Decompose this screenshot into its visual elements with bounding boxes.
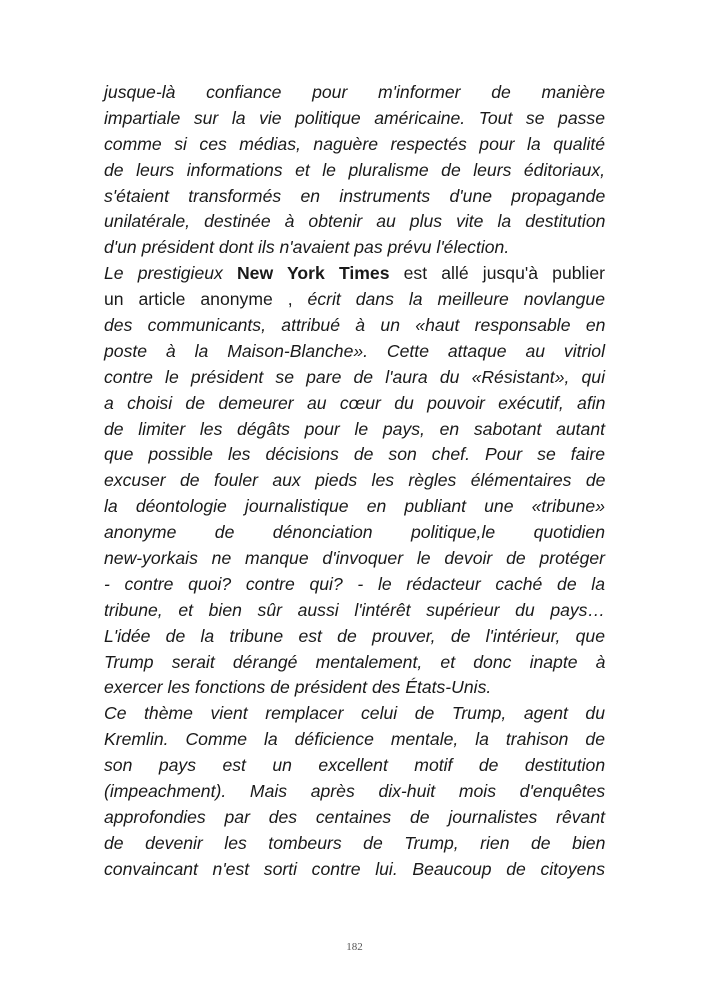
text-segment: a choisi de demeurer au cœur du pouvoir exécutif, afin: [104, 392, 606, 413]
text-line: [104, 132, 605, 158]
text-line: [104, 313, 605, 339]
text-line: [104, 494, 605, 520]
text-line: [104, 572, 605, 598]
text-segment: poste à la Maison-Blanche». Cette attaque au vitriol: [104, 340, 605, 361]
text-segment: unilatérale, destinée à obtenir au plus vite la destitution: [104, 211, 606, 232]
text-segment: que possible les décisions de son chef. Pour se faire: [104, 444, 605, 465]
text-segment: convaincant n'est sorti contre lui. Beaucoup de citoyens: [104, 858, 605, 879]
text-line: [104, 209, 605, 235]
text-line: [104, 546, 605, 572]
text-segment: écrit dans la meilleure novlangue: [307, 289, 605, 310]
text-segment: contre le président se pare de l'aura du «Résistant», qui: [104, 366, 605, 387]
text-segment: s'étaient transformés en instruments d'une propagande: [104, 185, 606, 206]
text-segment: Ce thème vient remplacer celui de Trump, agent du: [104, 703, 605, 724]
text-line: [104, 106, 605, 132]
text-segment: approfondies par des centaines de journalistes rêvant: [104, 806, 605, 827]
text-line: [104, 261, 605, 287]
text-line: [104, 339, 605, 365]
text-segment: comme si ces médias, naguère respectés pour la qualité: [104, 133, 606, 154]
text-segment: de limiter les dégâts pour le pays, en sabotant autant: [104, 418, 605, 439]
text-line: [104, 365, 605, 391]
text-line: [104, 598, 605, 624]
page-number: 182: [346, 941, 363, 953]
text-segment: excuser de fouler aux pieds les règles élémentaires de: [104, 470, 606, 491]
text-line: [104, 158, 605, 184]
text-segment: (impeachment). Mais après dix-huit mois d'enquêtes: [104, 781, 606, 802]
text-line: [104, 417, 605, 443]
text-line: [104, 520, 605, 546]
text-line: [104, 727, 605, 753]
text-line: [104, 805, 605, 831]
text-segment: un article anonyme ,: [104, 289, 308, 310]
text-line: [104, 831, 605, 857]
text-segment: d'un président dont ils n'avaient pas prévu l'élection.: [104, 237, 510, 258]
text-line: [104, 701, 605, 727]
body-text: [104, 80, 605, 883]
text-segment: new-yorkais ne manque d'invoquer le devoir de protéger: [104, 548, 605, 569]
text-line: [104, 857, 605, 883]
text-segment: de leurs informations et le pluralisme de leurs éditoriaux,: [104, 159, 606, 180]
text-segment: de devenir les tombeurs de Trump, rien de bien: [104, 832, 606, 853]
text-line: [104, 624, 605, 650]
text-segment: L'idée de la tribune est de prouver, de l'intérieur, que: [104, 625, 605, 646]
text-line: [104, 468, 605, 494]
text-segment: Trump serait dérangé mentalement, et donc inapte à: [104, 651, 606, 672]
text-line: [104, 675, 605, 701]
text-segment: est allé jusqu'à publier: [389, 263, 605, 284]
text-segment: exercer les fonctions de président des États-Unis.: [104, 677, 492, 698]
text-line: [104, 184, 605, 210]
text-line: [104, 80, 605, 106]
text-segment: la déontologie journalistique en publiant une «tribune»: [104, 496, 605, 517]
text-segment: Le prestigieux: [104, 263, 237, 284]
text-line: [104, 287, 605, 313]
text-segment: des communicants, attribué à un «haut responsable en: [104, 315, 606, 336]
text-segment: Kremlin. Comme la déficience mentale, la trahison de: [104, 729, 605, 750]
text-segment: jusque-là confiance pour m'informer de manière: [104, 82, 606, 102]
text-segment: - contre quoi? contre qui? - le rédacteur caché de la: [104, 573, 605, 594]
text-line: [104, 235, 605, 261]
text-segment: son pays est un excellent motif de destitution: [104, 755, 606, 776]
text-line: [104, 779, 605, 805]
text-line: [104, 391, 605, 417]
text-line: [104, 442, 605, 468]
text-segment: tribune, et bien sûr aussi l'intérêt supérieur du pays…: [104, 599, 606, 620]
text-line: [104, 753, 605, 779]
text-segment: impartiale sur la vie politique américaine. Tout se passe: [104, 107, 605, 128]
newspaper-name: New York Times: [236, 263, 390, 284]
text-segment: anonyme de dénonciation politique,le quotidien: [104, 522, 605, 543]
text-line: [104, 650, 605, 676]
